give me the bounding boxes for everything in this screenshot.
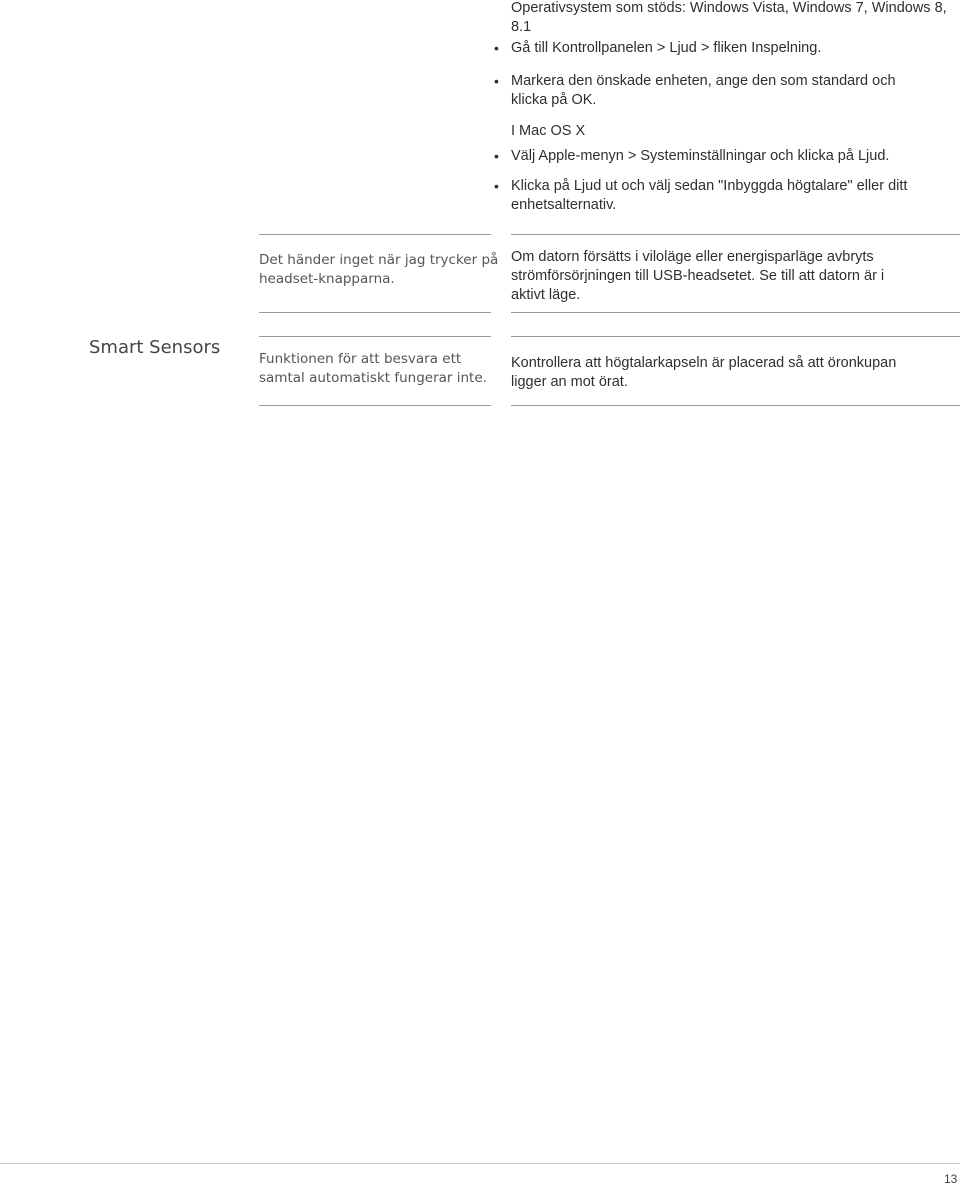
list-item: [494, 72, 934, 110]
bullet-icon: •: [494, 40, 499, 56]
divider: [511, 312, 960, 313]
list-item-text: Klicka på Ljud ut och välj sedan "Inbyggda högtalare" eller ditt enhetsalternativ.: [511, 178, 908, 213]
list-item: [494, 39, 934, 58]
bullet-icon: •: [494, 148, 499, 164]
section-title: Smart Sensors: [89, 337, 221, 358]
list-item-text: Markera den önskade enheten, ange den som standard och klicka på OK.: [511, 73, 896, 108]
list-item: [494, 147, 934, 166]
solution-text: Om datorn försätts i viloläge eller energisparläge avbryts strömförsörjningen till USB-headsetet. Se till att datorn är i aktivt läge.: [511, 249, 885, 303]
divider: [259, 234, 491, 235]
divider: [259, 312, 491, 313]
mac-heading: I Mac OS X: [511, 123, 586, 139]
footer-divider: [0, 1163, 960, 1164]
solution-text: Kontrollera att högtalarkapseln är placerad så att öronkupan ligger an mot örat.: [511, 355, 897, 390]
list-item-text: Gå till Kontrollpanelen > Ljud > fliken Inspelning.: [511, 40, 822, 56]
page-number: 13: [944, 1172, 958, 1186]
list-item: [494, 177, 934, 215]
supported-os-text: Operativsystem som stöds: Windows Vista, Windows 7, Windows 8, 8.1: [511, 0, 947, 35]
divider: [511, 234, 960, 235]
divider: [511, 405, 960, 406]
bullet-icon: •: [494, 73, 499, 89]
bullet-icon: •: [494, 178, 499, 194]
divider: [511, 336, 960, 337]
divider: [259, 405, 491, 406]
issue-text: Funktionen för att besvara ett samtal automatiskt fungerar inte.: [259, 351, 487, 386]
issue-text: Det händer inget när jag trycker på headset-knapparna.: [259, 252, 499, 287]
list-item-text: Välj Apple-menyn > Systeminställningar och klicka på Ljud.: [511, 148, 890, 164]
divider: [259, 336, 491, 337]
